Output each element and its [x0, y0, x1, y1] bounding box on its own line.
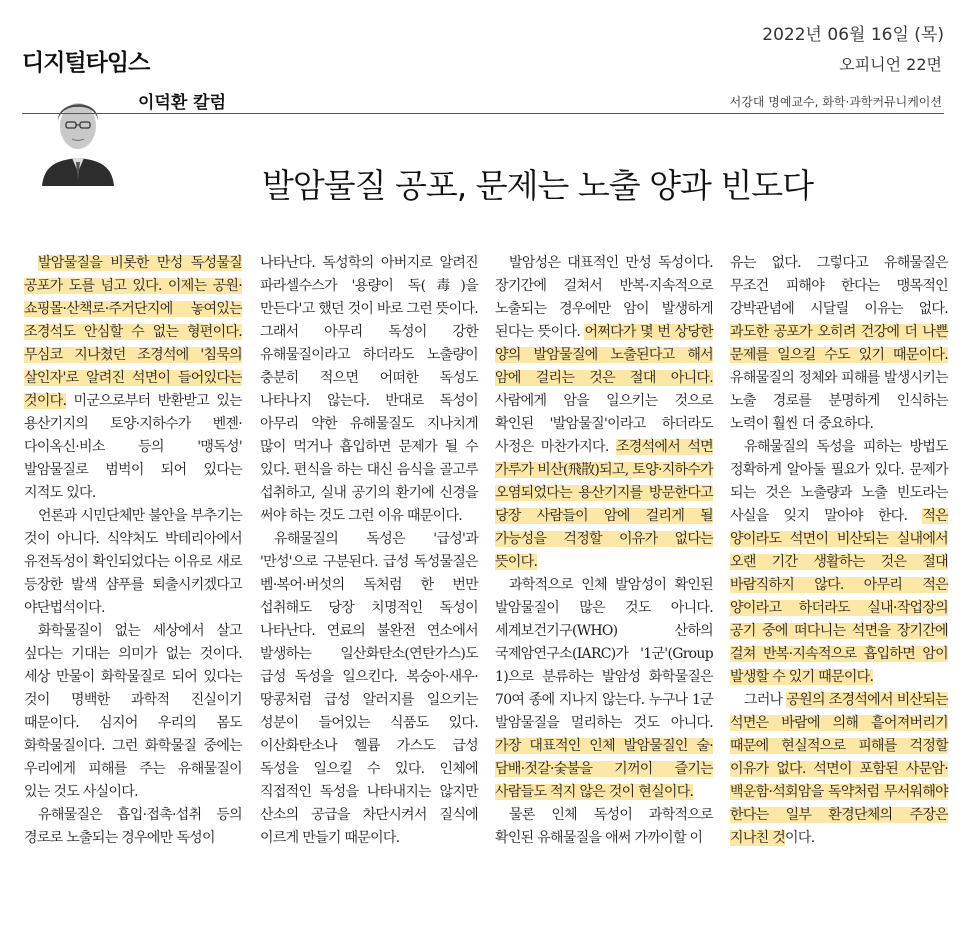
article-column-3: [495, 252, 713, 850]
publication-date: 2022년 06월 16일 (목): [762, 25, 944, 45]
body-text: 미군으로부터 반환받고 있는 용산기지의 토양·지하수가 벤젠·다이옥신·비소 등의 '맹독성' 발암물질로 범벅이 되어 있다는 지적도 있다.: [24, 393, 242, 501]
highlighted-text: 적은 양이라도 석면이 비산되는 실내에서 오랜 기간 생활하는 것은 절대 바람직하지 않다. 아무리 적은 양이라고 하더라도 실내·작업장의 공기 중에 떠다니는 석면을 장기간에 걸쳐 반복·지속적으로 흡입하면 암이 발생할 수 있기 때문이다.: [730, 508, 948, 685]
body-text: 화학물질이 없는 세상에서 살고 싶다는 기대는 의미가 없는 것이다. 세상 만물이 화학물질로 되어 있다는 것이 명백한 과학적 진실이기 때문이다. 심지어 우리의 몸도 화학물질이다. 그런 화학물질 중에는 우리에게 피해를 주는 유해물질이 있는 것도 사실이다.: [24, 623, 242, 800]
paragraph: [730, 689, 948, 850]
highlighted-text: 어쩌다가 몇 번 상당한 양의 발암물질에 노출된다고 해서 암에 걸리는 것은 절대 아니다.: [495, 324, 713, 386]
article-column-4: [730, 252, 948, 850]
masthead-logo: 디지털타임스: [22, 50, 150, 76]
body-text: 유는 없다. 그렇다고 유해물질은 무조건 피해야 한다는 맹목적인 강박관념에 시달릴 이유는 없다.: [730, 255, 948, 317]
headline: 발암물질 공포, 문제는 노출 양과 빈도다: [262, 166, 813, 205]
paragraph: [260, 252, 478, 528]
paragraph: [495, 574, 713, 804]
body-text: 유해물질의 독성은 '급성'과 '만성'으로 구분된다. 급성 독성물질은 벰·복어·버섯의 독처럼 한 번만 섭취해도 당장 치명적인 독성이 나타난다. 연료의 불완전 연소에서 발생하는 일산화탄소(연탄가스)도 급성 독성을 일으킨다. 복숭아·새우·땅콩처럼 급성 알러지를 일으키는 성분이 들어있는 식품도 있다. 이산화탄소나 헬륨 가스도 급성 독성을 일으킬 수 있다. 인체에 직접적인 독성을 나타내지는 않지만 산소의 공급을 차단시켜서 질식에 이르게 만들기 때문이다.: [260, 531, 478, 846]
highlighted-text: 공원의 조경석에서 비산되는 석면은 바람에 의해 흩어져버리기 때문에 현실적으로 피해를 걱정할 이유가 없다. 석면이 포함된 사문암·백운함·석회암을 독약처럼 무서워해야 한다는 일부 환경단체의 주장은 지나친 것: [730, 692, 948, 846]
body-text: 과학적으로 인체 발암성이 확인된 발암물질이 많은 것도 아니다. 세계보건기구(WHO) 산하의 국제암연구소(IARC)가 '1군'(Group 1)으로 분류하는 발암성 화학물질은 70여 종에 지나지 않는다. 누구나 1군 발암물질을 멀리하는 것도 아니다.: [495, 577, 713, 731]
body-text: 나타난다. 독성학의 아버지로 알려진 파라셀수스가 '용량이 독(毒)을 만든다'고 했던 것이 바로 그런 뜻이다. 그래서 아무리 독성이 강한 유해물질이라고 하더라도 노출량이 충분히 적으면 어떠한 독성도 나타나지 않는다. 반대로 독성이 아무리 약한 유해물질도 지나치게 많이 먹거나 흡입하면 문제가 될 수 있다. 편식을 하는 대신 음식을 골고루 섭취하고, 실내 공기의 환기에 신경을 써야 하는 것도 그런 이유 때문이다.: [260, 255, 479, 524]
paragraph: [495, 252, 713, 574]
article-column-1: [24, 252, 242, 850]
paragraph: [495, 804, 713, 850]
paragraph: [24, 804, 242, 850]
body-text: 이다.: [785, 830, 815, 846]
paragraph: [24, 505, 242, 620]
highlighted-text: 조경석에서 석면 가루가 비산(飛散)되고, 토양·지하수가 오염되었다는 용산기지를 방문한다고 당장 사람들이 암에 걸리게 될 가능성을 걱정할 이유가 없다는 뜻이다.: [495, 439, 713, 570]
body-text: 그러나: [744, 692, 787, 708]
paragraph: [24, 252, 242, 505]
highlighted-text: 과도한 공포가 오히려 건강에 더 나쁜 문제를 일으킬 수도 있기 때문이다.: [730, 324, 948, 363]
body-text: 언론과 시민단체만 불안을 부추기는 것이 아니다. 식약처도 박테리아에서 유전독성이 확인되었다는 이유로 새로 등장한 발색 샴푸를 퇴출시키겠다고 야단법석이다.: [24, 508, 242, 616]
paragraph: [730, 436, 948, 689]
column-title: 이덕환 칼럼: [138, 93, 227, 113]
paragraph: [730, 252, 948, 436]
author-affiliation: 서강대 명예교수, 화학·과학커뮤니케이션: [729, 95, 942, 109]
body-text: 발암성은 대표적인 만성 독성이다. 장기간에 걸쳐서 반복·지속적으로 노출되는 경우에만 암이 발생하게 된다는 뜻이다.: [495, 255, 713, 340]
highlighted-text: 가장 대표적인 인체 발암물질인 술·담배·젓갈·숯불을 기꺼이 즐기는 사람들도 적지 않은 것이 현실이다.: [495, 738, 713, 800]
body-text: 물론 인체 독성이 과학적으로 확인된 유해물질을 애써 가까이할 이: [495, 807, 713, 846]
paragraph: [24, 620, 242, 804]
body-text: 유해물질의 독성을 피하는 방법도 정확하게 알아둘 필요가 있다. 문제가 되는 것은 노출량과 노출 빈도라는 사실을 잊지 말아야 한다.: [730, 439, 948, 524]
highlighted-text: 발암물질을 비롯한 만성 독성물질 공포가 도를 넘고 있다. 이제는 공원·쇼핑몰·산책로·주거단지에 놓여있는 조경석도 안심할 수 없는 형편이다. 무심코 지나쳤던 조경석에 '침묵의 살인자'로 알려진 석면이 들어있다는 것이다.: [24, 255, 242, 409]
body-text: 유해물질은 흡입·접촉·섭취 등의 경로로 노출되는 경우에만 독성이: [24, 807, 242, 846]
author-portrait-icon: [38, 86, 118, 186]
header-divider: [22, 113, 944, 114]
section-page: 오피니언 22면: [839, 55, 942, 74]
paragraph: [260, 528, 478, 850]
article-column-2: [260, 252, 478, 850]
body-text: 유해물질의 정체와 피해를 발생시키는 노출 경로를 분명하게 인식하는 노력이 훨씬 더 중요하다.: [730, 370, 948, 432]
body-text: 사람에게 암을 일으키는 것으로 확인된 '발암물질'이라고 하더라도 사정은 마찬가지다.: [495, 393, 713, 455]
